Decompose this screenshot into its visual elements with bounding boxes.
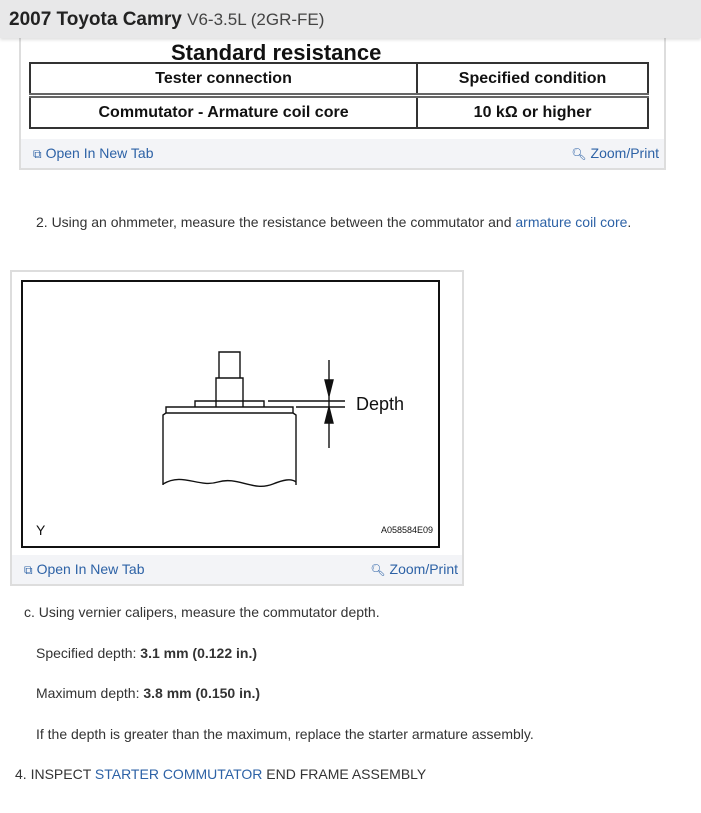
corner-label: Y <box>36 522 46 538</box>
open-in-new-tab-link[interactable]: ⧉ Open In New Tab <box>24 561 145 577</box>
open-tab-icon: ⧉ <box>24 563 33 577</box>
replace-note: If the depth is greater than the maximum, replace the starter armature assembly. <box>36 726 534 742</box>
zoom-print-link[interactable]: 🔍︎ Zoom/Print <box>370 561 458 577</box>
commutator-depth-diagram <box>21 280 440 548</box>
card-footer <box>21 139 664 168</box>
table-title: Standard resistance <box>171 40 382 65</box>
starter-commutator-link[interactable]: STARTER COMMUTATOR <box>94 766 263 782</box>
table-cell: 10 kΩ or higher <box>417 96 648 129</box>
armature-coil-core-link[interactable]: armature coil core <box>515 214 628 230</box>
table-cell: Commutator - Armature coil core <box>30 96 417 129</box>
maximum-depth: Maximum depth: 3.8 mm (0.150 in.) <box>36 685 261 701</box>
figure-code: A058584E09 <box>380 525 433 535</box>
zoom-icon: 🔍︎ <box>370 563 386 577</box>
column-header: Tester connection <box>30 63 417 96</box>
step-4-heading: 4. INSPECT STARTER COMMUTATOR END FRAME ASSEMBLY <box>15 766 427 782</box>
depth-label: Depth <box>356 394 405 414</box>
zoom-print-link[interactable]: 🔍︎ Zoom/Print <box>571 145 659 161</box>
card-footer <box>12 555 462 584</box>
header-bar <box>0 0 701 38</box>
specified-depth: Specified depth: 3.1 mm (0.122 in.) <box>36 645 258 661</box>
resistance-card <box>19 26 666 170</box>
figure-card <box>10 270 464 586</box>
step-2-text: 2. Using an ohmmeter, measure the resistance between the commutator and armature coil core. <box>36 214 632 230</box>
resistance-table <box>29 62 649 129</box>
column-header: Specified condition <box>417 63 648 96</box>
open-tab-icon: ⧉ <box>33 147 42 161</box>
step-c-text: c. Using vernier calipers, measure the commutator depth. <box>24 604 380 620</box>
open-in-new-tab-link[interactable]: ⧉ Open In New Tab <box>33 145 154 161</box>
vehicle-title: 2007 Toyota Camry V6-3.5L (2GR-FE) <box>9 9 325 30</box>
zoom-icon: 🔍︎ <box>571 147 587 161</box>
